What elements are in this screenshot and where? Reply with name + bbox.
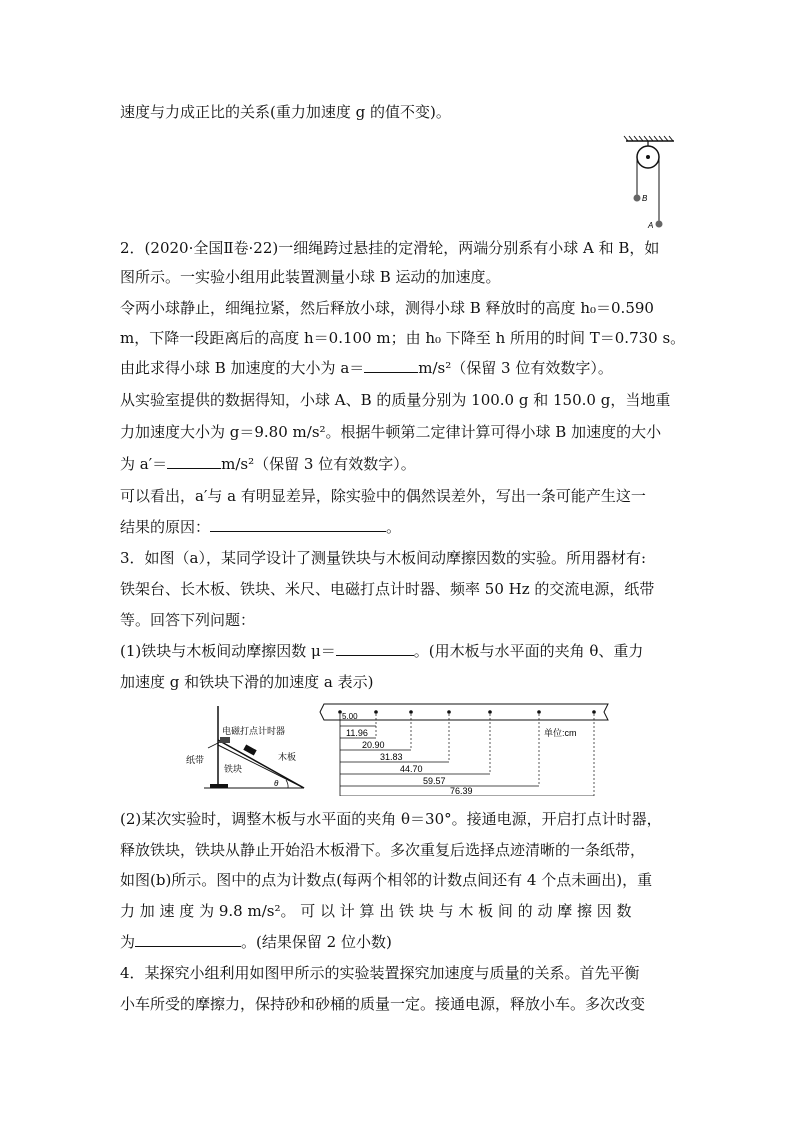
q2-line-1: 2．(2020·全国Ⅱ卷·22)一细绳跨过悬挂的定滑轮，两端分别系有小球 A 和 B，如 xyxy=(120,239,660,257)
q3-line-6: (2)某次实验时，调整木板与水平面的夹角 θ＝30°。接通电源，开启打点计时器， xyxy=(120,810,662,828)
q3-line-8: 如图(b)所示。图中的点为计数点(每两个相邻的计数点间还有 4 个点未画出)，重 xyxy=(120,871,653,889)
pulley-figure xyxy=(620,135,680,235)
q4-line-2: 小车所受的摩擦力，保持砂和砂桶的质量一定。接通电源，释放小车。多次改变 xyxy=(120,995,646,1013)
answer-blank-friction[interactable] xyxy=(135,932,241,947)
svg-text:木板: 木板 xyxy=(278,752,297,762)
svg-text:59.57: 59.57 xyxy=(423,776,446,786)
q2-line-10: 结果的原因： 。 xyxy=(120,518,402,536)
q4-line-1: 4．某探究小组利用如图甲所示的实验装置探究加速度与质量的关系。首先平衡 xyxy=(120,964,640,982)
figure-b-tape xyxy=(318,700,614,796)
svg-text:B: B xyxy=(642,194,648,203)
svg-text:20.90: 20.90 xyxy=(362,740,385,750)
q3-line-2: 铁架台、长木板、铁块、米尺、电磁打点计时器、频率 50 Hz 的交流电源，纸带 xyxy=(120,580,655,598)
q3-line-7: 释放铁块，铁块从静止开始沿木板滑下。多次重复后选择点迹清晰的一条纸带， xyxy=(120,841,646,859)
svg-text:θ: θ xyxy=(274,779,279,788)
q2-line-6: 从实验室提供的数据得知，小球 A、B 的质量分别为 100.0 g 和 150.0 g，当地重 xyxy=(120,391,671,409)
q2-line-3: 令两小球静止，细绳拉紧，然后释放小球，测得小球 B 释放时的高度 h₀＝0.590 xyxy=(120,299,654,317)
answer-blank-reason[interactable] xyxy=(210,517,386,532)
q3-line-5: 加速度 g 和铁块下滑的加速度 a 表示) xyxy=(120,673,374,691)
svg-text:31.83: 31.83 xyxy=(380,752,403,762)
q2-line-4: m，下降一段距离后的高度 h＝0.100 m；由 h₀ 下降至 h 所用的时间 T＝0.730 s。 xyxy=(120,329,686,347)
q2-line-8: 为 a′＝ m/s²（保留 3 位有效数字）。 xyxy=(120,455,416,473)
q3-line-10: 为 。(结果保留 2 位小数) xyxy=(120,933,392,951)
q2-line-5: 由此求得小球 B 加速度的大小为 a＝ m/s²（保留 3 位有效数字）。 xyxy=(120,359,613,377)
svg-text:11.96: 11.96 xyxy=(346,728,368,738)
svg-text:44.70: 44.70 xyxy=(400,764,423,774)
q2-line-9: 可以看出，a′与 a 有明显差异，除实验中的偶然误差外，写出一条可能产生这一 xyxy=(120,487,646,505)
intro-text: 速度与力成正比的关系(重力加速度 g 的值不变)。 xyxy=(120,103,451,121)
q3-line-1: 3．如图（a），某同学设计了测量铁块与木板间动摩擦因数的实验。所用器材有: xyxy=(120,549,647,567)
ball-a xyxy=(656,221,663,228)
svg-text:A: A xyxy=(648,221,654,230)
q2-line-7: 力加速度大小为 g＝9.80 m/s²。根据牛顿第二定律计算可得小球 B 加速度的大小 xyxy=(120,423,662,441)
q3-line-9: 力 加 速 度 为 9.8 m/s²。 可 以 计 算 出 铁 块 与 木 板 间 的 动 摩 擦 因 数 xyxy=(120,902,632,920)
svg-text:铁块: 铁块 xyxy=(224,764,243,774)
q2-line-2: 图所示。一实验小组用此装置测量小球 B 运动的加速度。 xyxy=(120,268,501,286)
svg-text:纸带: 纸带 xyxy=(186,755,205,765)
q3-line-4: (1)铁块与木板间动摩擦因数 μ＝ 。(用木板与水平面的夹角 θ、重力 xyxy=(120,642,644,660)
svg-text:单位:cm: 单位:cm xyxy=(544,728,577,738)
ball-b xyxy=(634,195,641,202)
answer-blank-a[interactable] xyxy=(364,358,418,373)
figure-a-incline xyxy=(180,700,320,795)
svg-text:5.00: 5.00 xyxy=(342,712,358,721)
answer-blank-a-prime[interactable] xyxy=(167,454,221,469)
q3-line-3: 等。回答下列问题： xyxy=(120,611,256,629)
svg-text:电磁打点计时器: 电磁打点计时器 xyxy=(222,726,286,736)
answer-blank-mu[interactable] xyxy=(336,641,414,656)
svg-text:76.39: 76.39 xyxy=(450,786,473,796)
